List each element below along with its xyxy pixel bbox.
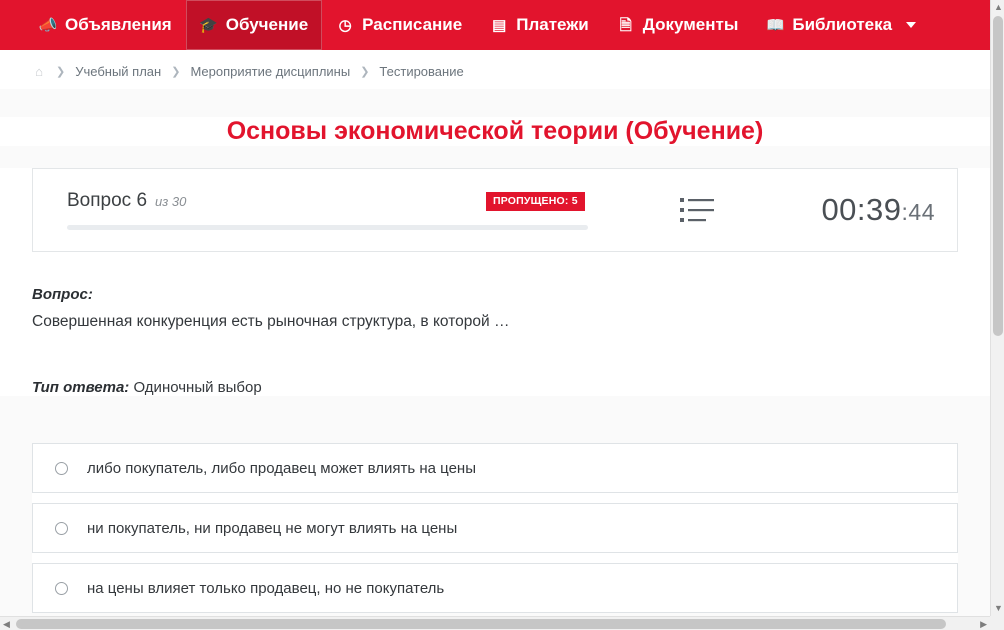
question-list-toggle[interactable] xyxy=(627,196,767,224)
breadcrumb-separator: ❯ xyxy=(56,66,66,78)
horizontal-scrollbar-thumb[interactable] xyxy=(16,619,946,629)
nav-item-label: Библиотека xyxy=(792,15,893,34)
question-number: Вопрос 6 xyxy=(67,190,148,211)
nav-item-label: Обучение xyxy=(225,15,309,34)
scroll-down-arrow-icon[interactable]: ▼ xyxy=(994,603,1003,613)
breadcrumb xyxy=(0,50,990,89)
question-text: Совершенная конкуренция есть рыночная структура, в которой … xyxy=(32,313,510,330)
nav-item-label: Расписание xyxy=(362,15,463,34)
nav-item-library[interactable] xyxy=(752,0,930,50)
answer-option-1[interactable] xyxy=(32,443,958,493)
nav-item-schedule[interactable] xyxy=(322,0,476,50)
answer-options xyxy=(32,443,958,613)
radio-button-icon[interactable] xyxy=(55,462,68,475)
question-list-icon xyxy=(680,196,714,224)
question-progress-block xyxy=(67,190,627,230)
nav-item-label: Документы xyxy=(642,15,739,34)
nav-item-documents[interactable] xyxy=(603,0,753,50)
question-body xyxy=(0,252,990,396)
breadcrumb-item-discipline-event[interactable]: Мероприятие дисциплины xyxy=(190,64,351,79)
answer-option-2[interactable] xyxy=(32,503,958,553)
document-icon: 🗎 xyxy=(619,16,632,34)
scroll-right-arrow-icon[interactable]: ▶ xyxy=(980,619,987,629)
answer-type-row xyxy=(32,379,958,396)
countdown-timer xyxy=(767,192,957,228)
timer-seconds: :44 xyxy=(901,199,935,225)
answer-option-3[interactable] xyxy=(32,563,958,613)
nav-item-announcements[interactable] xyxy=(25,0,186,50)
nav-item-label: Платежи xyxy=(516,15,589,34)
radio-button-icon[interactable] xyxy=(55,522,68,535)
timer-minutes: 00:39 xyxy=(821,192,902,227)
breadcrumb-separator: ❯ xyxy=(360,66,370,78)
chevron-down-icon xyxy=(906,22,916,28)
clock-icon: ◷ xyxy=(338,16,352,34)
megaphone-icon: 📣 xyxy=(38,16,58,34)
horizontal-scrollbar[interactable] xyxy=(0,616,990,630)
vertical-scrollbar-thumb[interactable] xyxy=(993,16,1003,336)
credit-card-icon: ▤ xyxy=(492,16,507,34)
status-badge-skipped: ПРОПУЩЕНО: 5 xyxy=(486,192,585,211)
answer-option-label: на цены влияет только продавец, но не покупатель xyxy=(87,579,445,597)
scrollbar-corner xyxy=(990,616,1004,630)
nav-item-label: Объявления xyxy=(65,15,172,34)
vertical-scrollbar[interactable] xyxy=(990,0,1004,616)
nav-item-payments[interactable] xyxy=(476,0,603,50)
answer-option-label: либо покупатель, либо продавец может влиять на цены xyxy=(87,459,476,477)
page-title: Основы экономической теории (Обучение) xyxy=(0,117,990,146)
question-label: Вопрос: xyxy=(32,286,93,303)
home-icon[interactable]: ⌂ xyxy=(35,63,43,79)
graduation-cap-icon: 🎓 xyxy=(199,16,219,34)
breadcrumb-item-testing: Тестирование xyxy=(379,64,464,79)
nav-item-training[interactable] xyxy=(186,0,322,50)
progress-bar xyxy=(67,225,588,230)
answer-option-label: ни покупатель, ни продавец не могут влиять на цены xyxy=(87,519,458,537)
question-total: из 30 xyxy=(155,194,187,209)
answer-type-value: Одиночный выбор xyxy=(133,379,262,396)
breadcrumb-separator: ❯ xyxy=(171,66,181,78)
question-header-wrap xyxy=(0,168,990,252)
book-icon: 📖 xyxy=(766,16,785,34)
question-header-card xyxy=(32,168,958,252)
radio-button-icon[interactable] xyxy=(55,582,68,595)
scroll-left-arrow-icon[interactable]: ◀ xyxy=(3,619,10,629)
main-navigation xyxy=(0,0,990,50)
answer-type-label: Тип ответа: xyxy=(32,379,130,396)
scroll-up-arrow-icon[interactable]: ▲ xyxy=(994,2,1003,12)
breadcrumb-item-curriculum[interactable]: Учебный план xyxy=(75,64,162,79)
